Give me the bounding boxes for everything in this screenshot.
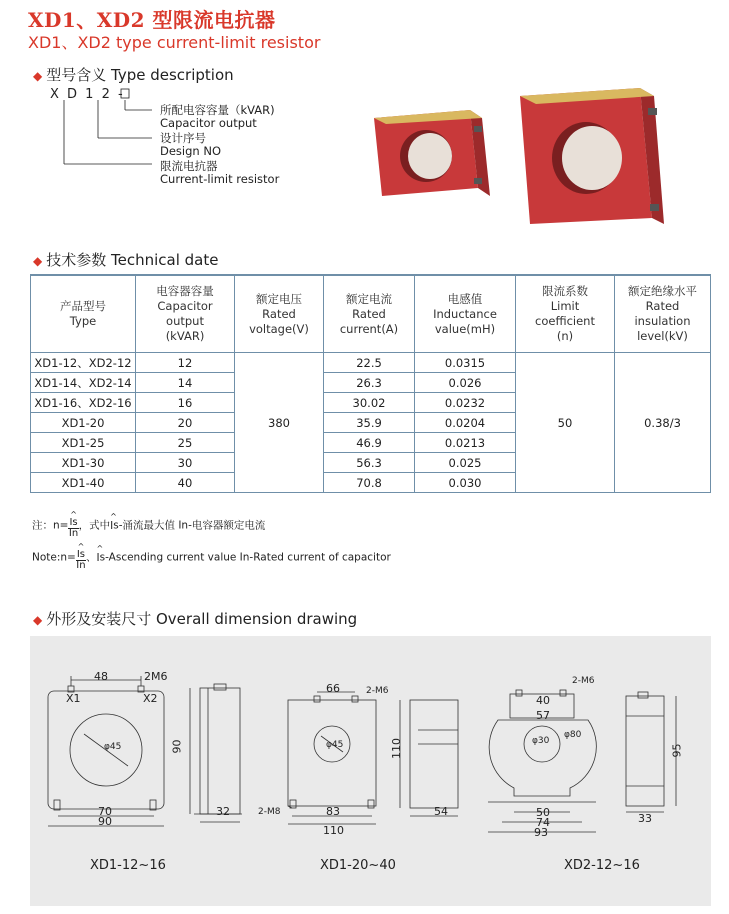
cell-current: 56.3 bbox=[324, 453, 415, 473]
cell-inductance: 0.0315 bbox=[415, 353, 516, 373]
dim-d2-top: 66 bbox=[326, 682, 340, 695]
cell-inductance: 0.0232 bbox=[415, 393, 516, 413]
drawing-heading: ◆ 外形及安装尺寸 Overall dimension drawing bbox=[33, 610, 358, 628]
cell-type: XD1-25 bbox=[31, 433, 136, 453]
drawing-xd1-12-16-side bbox=[190, 684, 242, 822]
cell-type: XD1-12、XD2-12 bbox=[31, 353, 136, 373]
cell-inductance: 0.026 bbox=[415, 373, 516, 393]
col-capacitor: 电容器容量 Capacitor output (kVAR) bbox=[136, 275, 235, 353]
dim-d1-bolt: 2M6 bbox=[144, 670, 168, 683]
diamond-icon: ◆ bbox=[33, 69, 43, 83]
cell-coefficient: 50 bbox=[516, 353, 615, 493]
caption-xd1-12-16: XD1-12~16 bbox=[90, 858, 166, 873]
cell-cap: 30 bbox=[136, 453, 235, 473]
dim-d2-depth: 54 bbox=[434, 805, 448, 818]
dim-d3-bolt-top: 2-M6 bbox=[572, 676, 595, 686]
dim-d1-bottom: 90 bbox=[98, 815, 112, 828]
cell-current: 46.9 bbox=[324, 433, 415, 453]
col-inductance: 电感值 Inductance value(mH) bbox=[415, 275, 516, 353]
dim-d2-mid: 83 bbox=[326, 805, 340, 818]
dim-d3-hole-inner: φ30 bbox=[532, 736, 550, 746]
cell-inductance: 0.025 bbox=[415, 453, 516, 473]
table-row bbox=[31, 353, 711, 373]
terminal-x1: X1 bbox=[66, 692, 81, 705]
spec-table bbox=[30, 274, 711, 493]
cell-current: 70.8 bbox=[324, 473, 415, 493]
fraction: ^ Is In bbox=[68, 510, 79, 539]
dim-d1-mid: 70 bbox=[98, 805, 112, 818]
dim-d3-top: 40 bbox=[536, 694, 550, 707]
cell-cap: 12 bbox=[136, 353, 235, 373]
dim-d3-top2: 57 bbox=[536, 709, 550, 722]
label-current-limit: 限流电抗器 Current-limit resistor bbox=[160, 159, 280, 186]
cell-insulation: 0.38/3 bbox=[615, 353, 711, 493]
dim-d3-b3: 93 bbox=[534, 826, 548, 839]
dim-d3-depth: 33 bbox=[638, 812, 652, 825]
cell-type: XD1-40 bbox=[31, 473, 136, 493]
caption-xd1-20-40: XD1-20~40 bbox=[320, 858, 396, 873]
cell-cap: 20 bbox=[136, 413, 235, 433]
dim-d3-height: 95 bbox=[670, 743, 684, 758]
dim-d2-hole: φ45 bbox=[326, 740, 344, 750]
dim-d3-b1: 50 bbox=[536, 806, 550, 819]
cell-type: XD1-16、XD2-16 bbox=[31, 393, 136, 413]
dim-d2-bolt-bottom: 2-M8 bbox=[258, 807, 281, 817]
dim-d2-height: 110 bbox=[390, 738, 403, 759]
cell-cap: 40 bbox=[136, 473, 235, 493]
cell-voltage: 380 bbox=[235, 353, 324, 493]
cell-inductance: 0.030 bbox=[415, 473, 516, 493]
cell-current: 22.5 bbox=[324, 353, 415, 373]
reactor-small bbox=[374, 110, 490, 196]
col-coefficient: 限流系数 Limit coefficient (n) bbox=[516, 275, 615, 353]
terminal-x2: X2 bbox=[143, 692, 158, 705]
dim-d2-bolt-top: 2-M6 bbox=[366, 686, 389, 696]
dim-d1-depth: 32 bbox=[216, 805, 230, 818]
cell-type: XD1-30 bbox=[31, 453, 136, 473]
page-title-cn: XD1、XD2 型限流电抗器 bbox=[28, 8, 276, 32]
cell-cap: 14 bbox=[136, 373, 235, 393]
caption-xd2-12-16: XD2-12~16 bbox=[564, 858, 640, 873]
diamond-icon: ◆ bbox=[33, 613, 43, 627]
cell-cap: 25 bbox=[136, 433, 235, 453]
cell-cap: 16 bbox=[136, 393, 235, 413]
reactor-large bbox=[520, 88, 664, 224]
dim-d1-hole: φ45 bbox=[104, 742, 122, 752]
label-design-no: 设计序号 Design NO bbox=[160, 131, 222, 158]
diamond-icon: ◆ bbox=[33, 254, 43, 268]
dim-d3-hole-outer: φ80 bbox=[564, 730, 582, 740]
cell-inductance: 0.0213 bbox=[415, 433, 516, 453]
dim-d1-top: 48 bbox=[94, 670, 108, 683]
svg-text:X D 1 2 -: X D 1 2 - bbox=[50, 87, 125, 102]
note-cn: 注：n= ^ Is In，式中 ^ Is-涌流最大值 In-电容器额定电流 bbox=[32, 510, 266, 539]
cell-type: XD1-14、XD2-14 bbox=[31, 373, 136, 393]
col-type: 产品型号 Type bbox=[31, 275, 136, 353]
table-header-row bbox=[31, 275, 711, 353]
label-capacitor-output: 所配电容容量（kVAR) Capacitor output bbox=[160, 103, 275, 130]
cell-current: 26.3 bbox=[324, 373, 415, 393]
dim-d1-height: 90 bbox=[170, 739, 184, 754]
cell-current: 35.9 bbox=[324, 413, 415, 433]
fraction: ^ Is In bbox=[76, 542, 86, 571]
drawing-xd1-20-40-side bbox=[400, 700, 458, 816]
drawing-xd2-12-16-side bbox=[626, 692, 676, 812]
cell-inductance: 0.0204 bbox=[415, 413, 516, 433]
type-description-heading: ◆ 型号含义 Type description bbox=[33, 66, 234, 84]
dim-d3-b2: 74 bbox=[536, 816, 550, 829]
page-title-en: XD1、XD2 type current-limit resistor bbox=[28, 33, 321, 52]
note-en: Note:n= ^ Is In、 ^ Is-Ascending current value In-Rated current of capacitor bbox=[32, 542, 391, 571]
col-voltage: 额定电压 Rated voltage(V) bbox=[235, 275, 324, 353]
col-current: 额定电流 Rated current(A) bbox=[324, 275, 415, 353]
dim-d2-bottom: 110 bbox=[323, 824, 344, 837]
cell-current: 30.02 bbox=[324, 393, 415, 413]
product-photo bbox=[360, 78, 670, 228]
cell-type: XD1-20 bbox=[31, 413, 136, 433]
col-insulation: 额定绝缘水平 Rated insulation level(kV) bbox=[615, 275, 711, 353]
technical-heading: ◆ 技术参数 Technical date bbox=[33, 251, 219, 269]
